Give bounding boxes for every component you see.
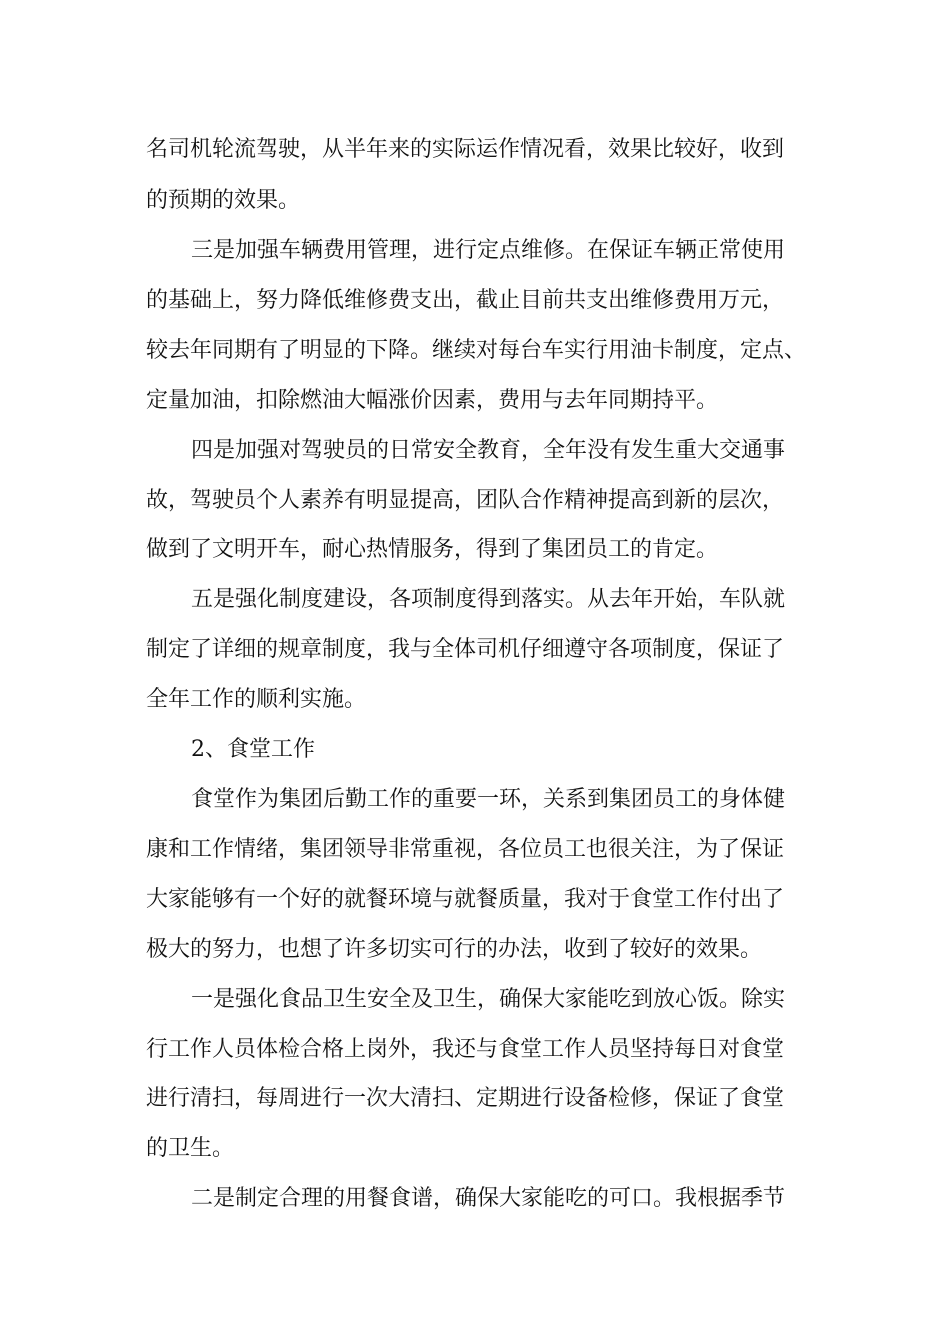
text-line: 进行清扫，每周进行一次大清扫、定期进行设备检修，保证了食堂 xyxy=(146,1086,785,1111)
text-line: 做到了文明开车，耐心热情服务，得到了集团员工的肯定。 xyxy=(146,537,719,562)
text-line: 的基础上，努力降低维修费支出，截止目前共支出维修费用万元， xyxy=(146,288,785,313)
paragraph-start-line: 二是制定合理的用餐食谱，确保大家能吃的可口。我根据季节 xyxy=(191,1186,786,1211)
paragraph-start-line: 三是加强车辆费用管理，进行定点维修。在保证车辆正常使用 xyxy=(191,238,786,263)
text-line: 名司机轮流驾驶，从半年来的实际运作情况看，效果比较好，收到 xyxy=(146,137,785,162)
text-line: 制定了详细的规章制度，我与全体司机仔细遵守各项制度，保证了 xyxy=(146,637,785,662)
text-line: 定量加油，扣除燃油大幅涨价因素，费用与去年同期持平。 xyxy=(146,388,719,413)
text-line: 极大的努力，也想了许多切实可行的办法，收到了较好的效果。 xyxy=(146,937,763,962)
text-line: 故，驾驶员个人素养有明显提高，团队合作精神提高到新的层次， xyxy=(146,488,785,513)
text-line: 大家能够有一个好的就餐环境与就餐质量，我对于食堂工作付出了 xyxy=(146,887,785,912)
paragraph-start-line: 食堂作为集团后勤工作的重要一环，关系到集团员工的身体健 xyxy=(191,787,786,812)
paragraph-start-line: 四是加强对驾驶员的日常安全教育，全年没有发生重大交通事 xyxy=(191,438,786,463)
paragraph-start-line: 一是强化食品卫生安全及卫生，确保大家能吃到放心饭。除实 xyxy=(191,987,786,1012)
text-line: 的卫生。 xyxy=(146,1136,235,1161)
text-line: 康和工作情绪，集团领导非常重视，各位员工也很关注，为了保证 xyxy=(146,837,785,862)
text-line: 较去年同期有了明显的下降。继续对每台车实行用油卡制度，定点、 xyxy=(146,338,807,363)
paragraph-start-line: 五是强化制度建设，各项制度得到落实。从去年开始，车队就 xyxy=(191,587,786,612)
text-line: 全年工作的顺利实施。 xyxy=(146,687,367,712)
text-line: 行工作人员体检合格上岗外，我还与食堂工作人员坚持每日对食堂 xyxy=(146,1037,785,1062)
text-line: 的预期的效果。 xyxy=(146,188,301,213)
section-heading: 2、食堂工作 xyxy=(191,737,315,762)
